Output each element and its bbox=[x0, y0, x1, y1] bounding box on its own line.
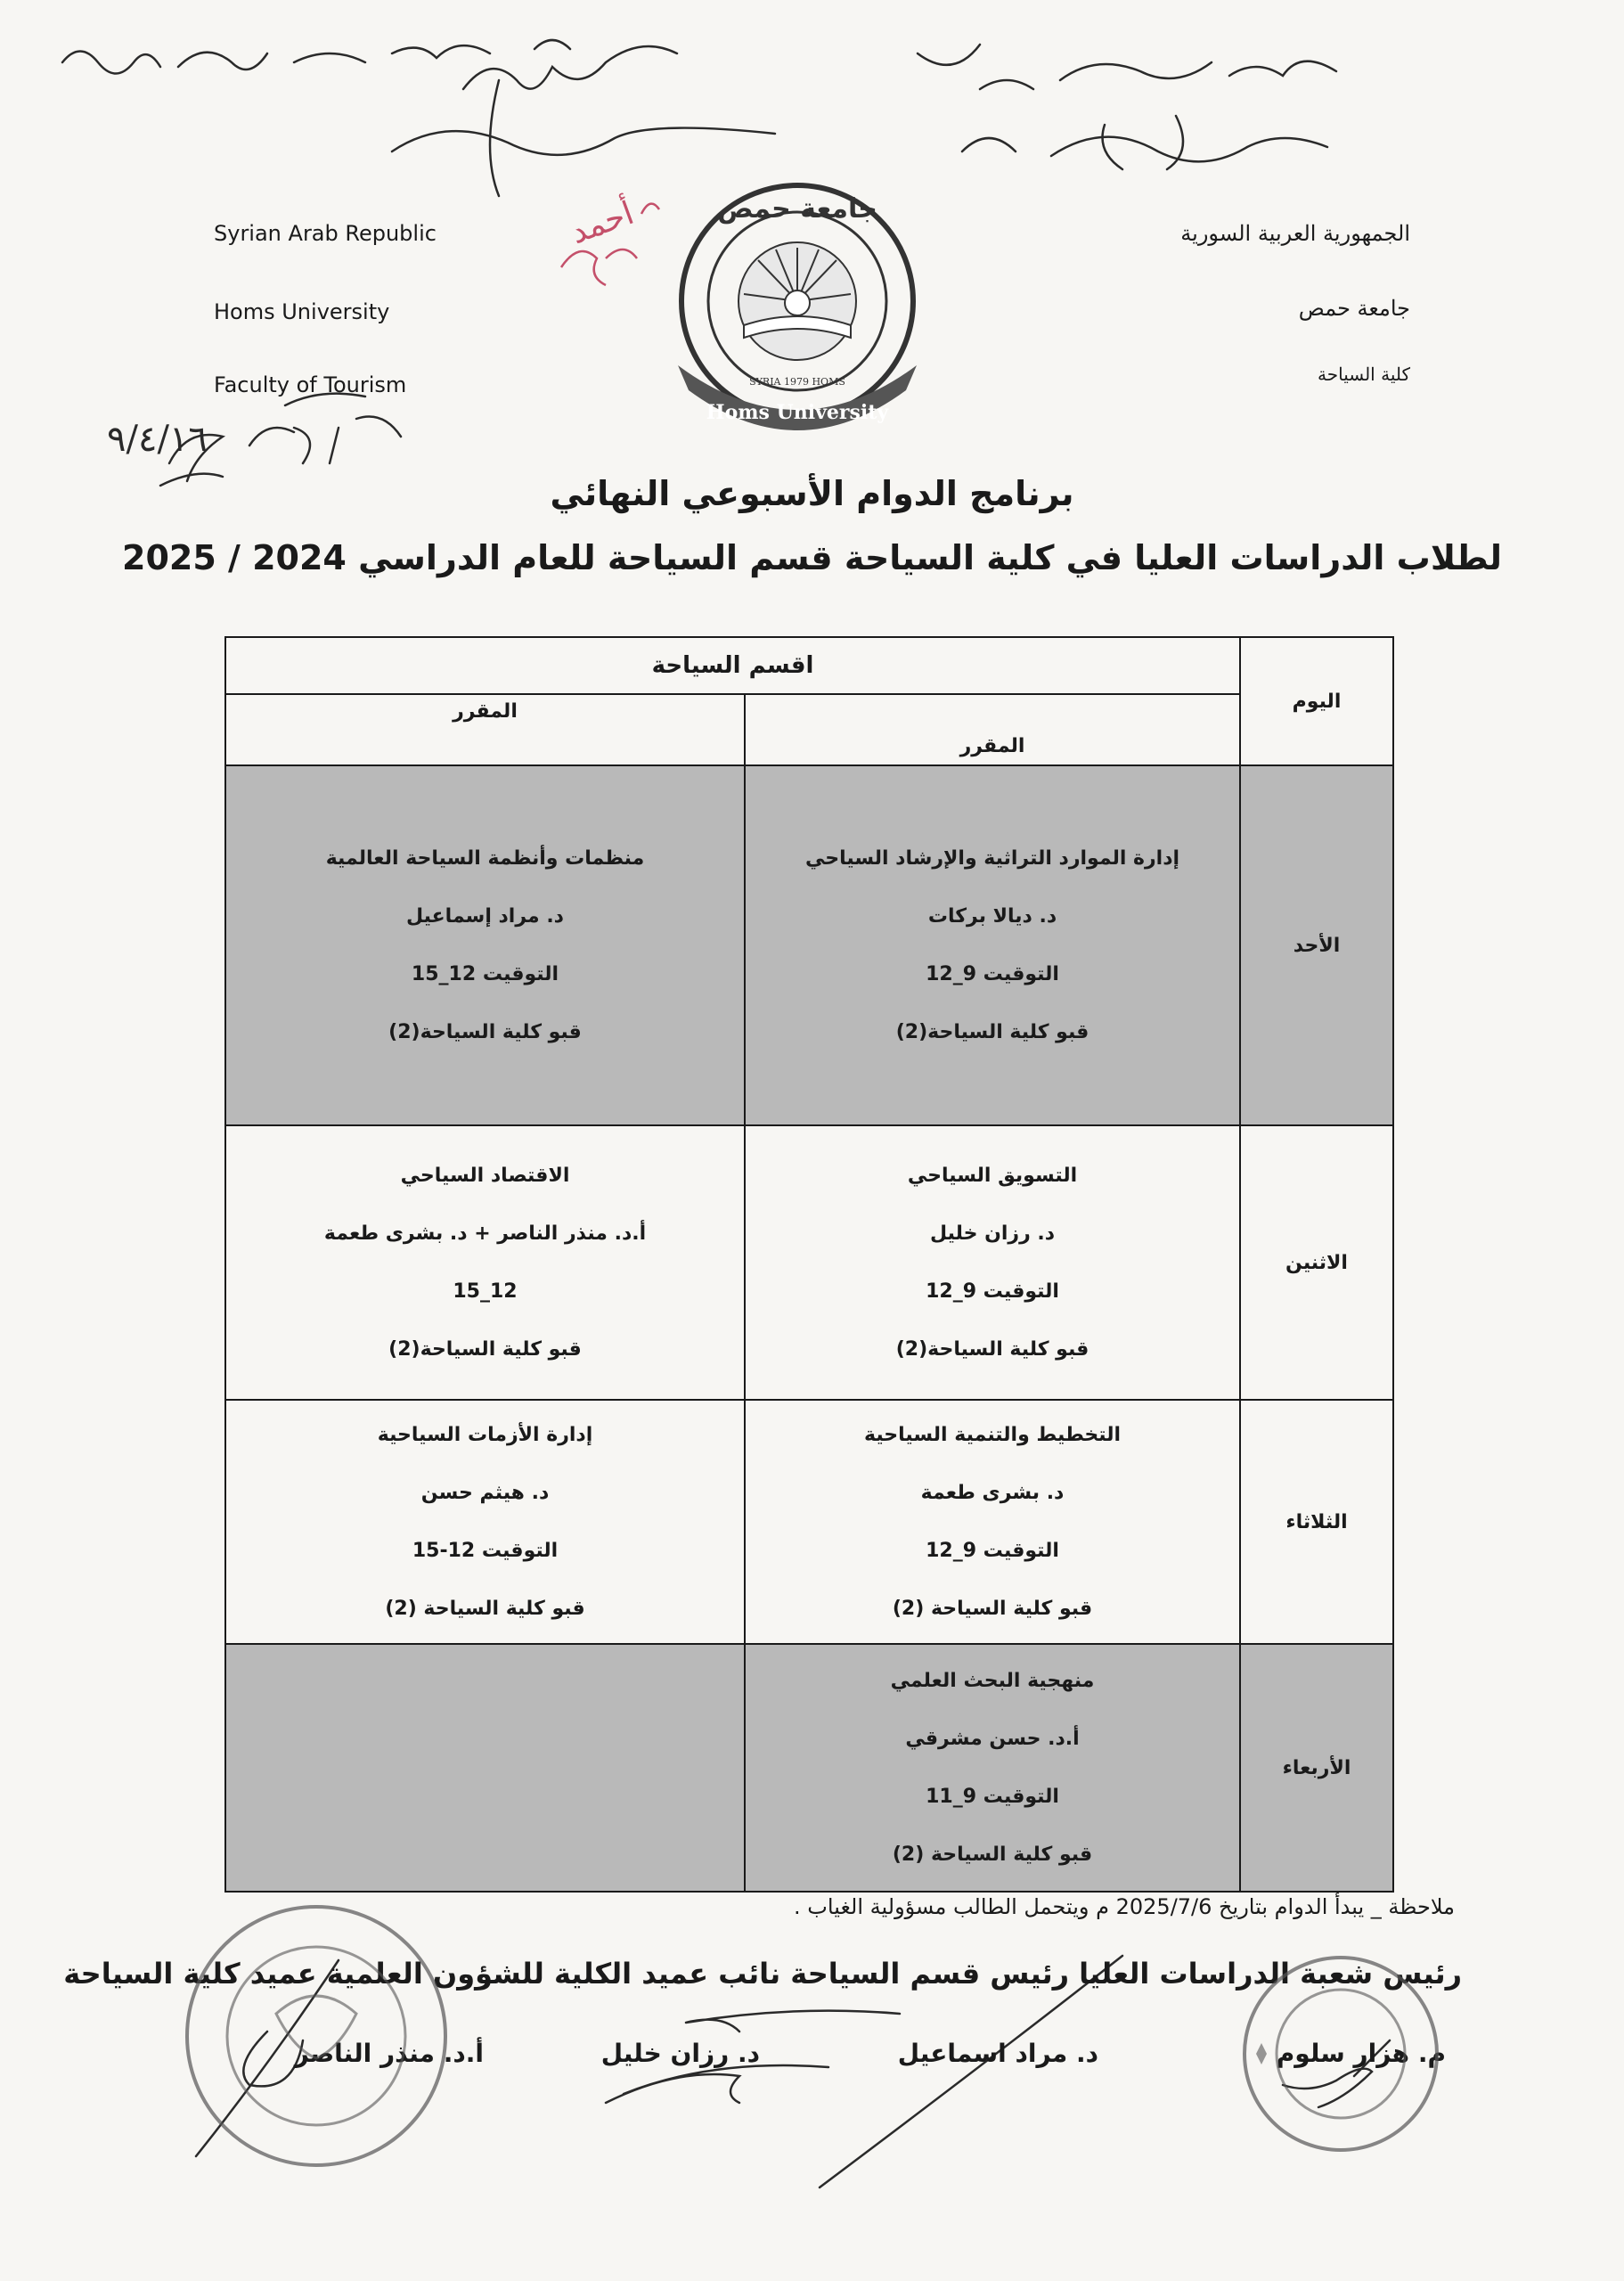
course-name: الاقتصاد السياحي bbox=[400, 1165, 570, 1187]
empty-course-cell bbox=[225, 1644, 745, 1892]
time: التوقيت 12-15 bbox=[412, 1540, 559, 1562]
instructor: أ.د. حسن مشرقي bbox=[905, 1728, 1080, 1750]
department-header: اقسم السياحة bbox=[225, 637, 1240, 694]
university-en: Homs University bbox=[214, 299, 390, 324]
time: 12_15 bbox=[453, 1280, 518, 1303]
faculty-stamp-icon bbox=[169, 1898, 463, 2174]
university-ar: جامعة حمص bbox=[1298, 296, 1410, 321]
start-date-note: ملاحظة _ يبدأ الدوام بتاريخ 2025/7/6 م ويتحمل الطالب مسؤولية الغياب . bbox=[794, 1894, 1455, 1919]
course-cell bbox=[745, 1400, 1240, 1644]
time: التوقيت 9_12 bbox=[926, 1280, 1059, 1303]
course-name: إدارة الموارد التراثية والإرشاد السياحي bbox=[804, 847, 1180, 870]
department-stamp-icon bbox=[1229, 1951, 1452, 2156]
logo-arabic-name: جامعة حمص bbox=[717, 193, 877, 225]
time: التوقيت 12_15 bbox=[411, 963, 559, 985]
course-name: إدارة الأزمات السياحية bbox=[377, 1424, 593, 1446]
course-name: التخطيط والتنمية السياحية bbox=[863, 1424, 1122, 1446]
country-ar: الجمهورية العربية السورية bbox=[1180, 221, 1410, 246]
instructor: د. بشرى طعمة bbox=[920, 1482, 1065, 1504]
signatory-name: أ.د. منذر الناصر bbox=[294, 2039, 484, 2068]
day-column-header: اليوم bbox=[1240, 637, 1393, 765]
course-name: التسويق السياحي bbox=[907, 1165, 1078, 1187]
course-header-right: المقرر bbox=[745, 694, 1240, 765]
day-cell: الثلاثاء bbox=[1240, 1400, 1393, 1644]
time: التوقيت 9_12 bbox=[926, 1540, 1059, 1562]
course-cell bbox=[745, 765, 1240, 1125]
course-cell bbox=[745, 1644, 1240, 1892]
logo-latin-name: Homs University bbox=[706, 401, 889, 424]
course-cell bbox=[745, 1125, 1240, 1400]
location: قبو كلية السياحة(2) bbox=[895, 1338, 1089, 1361]
table-row bbox=[225, 1400, 1393, 1644]
course-cell bbox=[225, 1400, 745, 1644]
day-cell: الأحد bbox=[1240, 765, 1393, 1125]
instructor: أ.د. منذر الناصر + د. بشرى طعمة bbox=[323, 1222, 647, 1245]
location: قبو كلية السياحة(2) bbox=[388, 1021, 582, 1043]
homs-university-logo bbox=[651, 178, 943, 446]
course-name: منهجية البحث العلمي bbox=[890, 1670, 1095, 1692]
signatory-name: د. مراد اسماعيل bbox=[897, 2039, 1098, 2068]
signatory-name: د. رزان خليل bbox=[600, 2039, 760, 2068]
country-en: Syrian Arab Republic bbox=[214, 221, 437, 246]
day-cell: الاثنين bbox=[1240, 1125, 1393, 1400]
instructor: د. رزان خليل bbox=[929, 1222, 1056, 1245]
handwritten-initial: أحمد bbox=[566, 194, 639, 252]
logo-ribbon: SYRIA 1979 HOMS bbox=[749, 376, 845, 388]
location: قبو كلية السياحة (2) bbox=[385, 1598, 585, 1620]
location: قبو كلية السياحة (2) bbox=[892, 1598, 1093, 1620]
instructor: د. هيثم حسن bbox=[420, 1482, 550, 1504]
course-name: منظمات وأنظمة السياحة العالمية bbox=[325, 847, 645, 870]
location: قبو كلية السياحة(2) bbox=[895, 1021, 1089, 1043]
course-cell bbox=[225, 765, 745, 1125]
instructor: د. ديالا بركات bbox=[927, 905, 1057, 928]
handwritten-date: ٩/٤/١٦ bbox=[107, 419, 208, 460]
signatory-name: م. هزار سلوم bbox=[1276, 2039, 1446, 2068]
time: التوقيت 9_11 bbox=[926, 1786, 1059, 1808]
location: قبو كلية السياحة(2) bbox=[388, 1338, 582, 1361]
table-row bbox=[225, 1125, 1393, 1400]
schedule-table bbox=[224, 636, 1394, 1893]
schedule-title: برنامج الدوام الأسبوعي النهائي bbox=[550, 474, 1074, 513]
faculty-en: Faculty of Tourism bbox=[214, 372, 407, 397]
table-row bbox=[225, 1644, 1393, 1892]
location: قبو كلية السياحة (2) bbox=[892, 1844, 1093, 1866]
faculty-ar: كلية السياحة bbox=[1318, 364, 1410, 385]
signatory-titles: رئيس شعبة الدراسات العليا رئيس قسم السياحة نائب عميد الكلية للشؤون العلمية عميد كلية السياحة bbox=[63, 1957, 1462, 1991]
day-cell: الأربعاء bbox=[1240, 1644, 1393, 1892]
instructor: د. مراد إسماعيل bbox=[406, 905, 564, 928]
time: التوقيت 9_12 bbox=[926, 963, 1059, 985]
table-row bbox=[225, 765, 1393, 1125]
course-cell bbox=[225, 1125, 745, 1400]
schedule-subtitle: لطلاب الدراسات العليا في كلية السياحة قسم السياحة للعام الدراسي 2024 / 2025 bbox=[122, 538, 1502, 577]
course-header-left: المقرر bbox=[225, 694, 745, 765]
